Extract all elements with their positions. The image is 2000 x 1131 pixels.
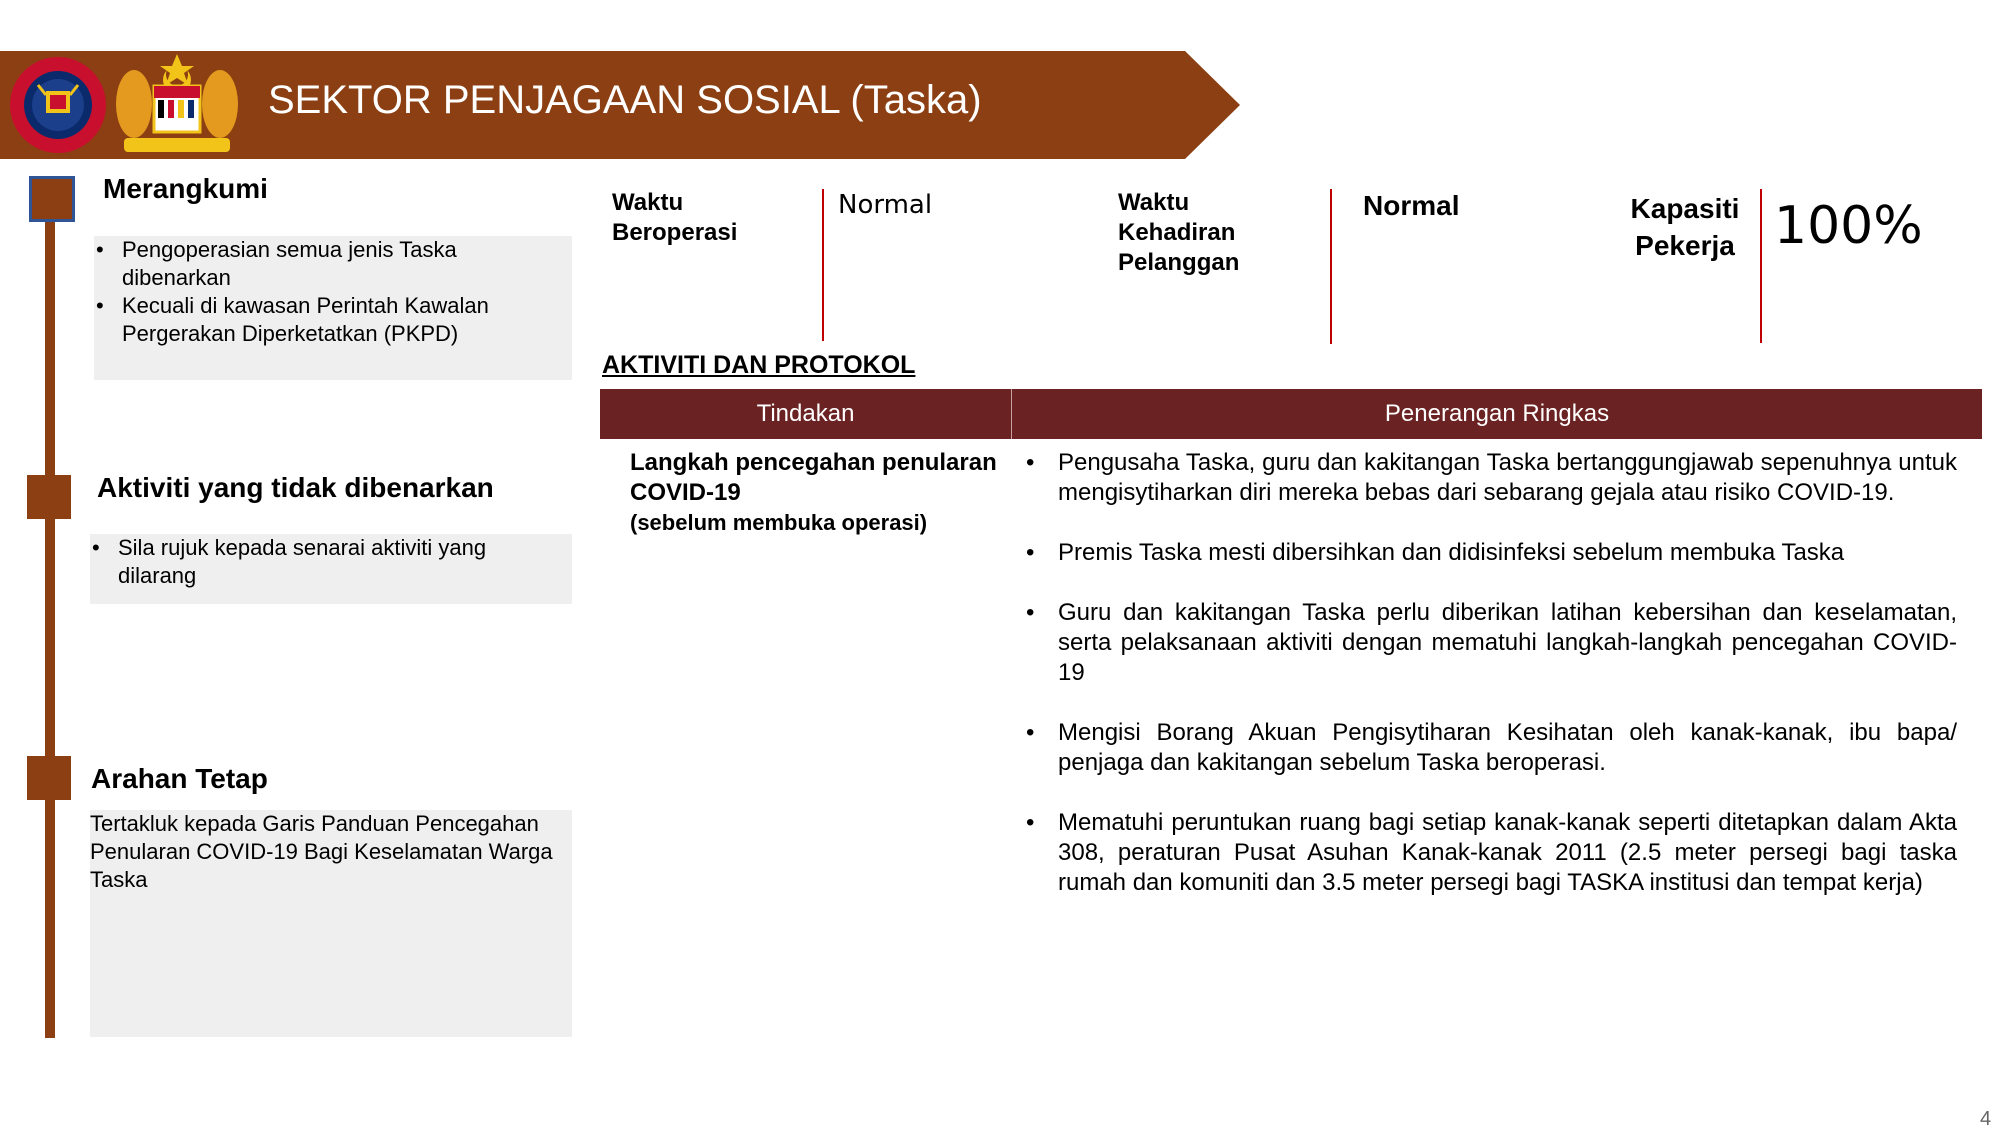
merangkumi-title: Merangkumi [103, 173, 268, 204]
arahan-tetap-text: Tertakluk kepada Garis Panduan Pencegahan Penularan COVID-19 Bagi Keselamatan Warga Taska [90, 811, 553, 892]
waktu-beroperasi-value: Normal [838, 190, 933, 220]
waktu-kehadiran-value: Normal [1363, 190, 1460, 221]
divider-line [822, 189, 824, 341]
header-penerangan: Penerangan Ringkas [1384, 400, 1610, 427]
aktiviti-protokol-title: AKTIVITI DAN PROTOKOL [602, 351, 916, 379]
list-item: • Guru dan kakitangan Taska perlu diberikan latihan kebersihan dan keselamatan, serta pelaksanaan aktiviti dengan mematuhi langkah-langkah pencegahan COVID-19 [1022, 598, 1957, 688]
list-item: • Pengoperasian semua jenis Taska dibenarkan [94, 236, 534, 292]
header-tindakan: Tindakan [756, 400, 855, 427]
divider-line [1760, 189, 1762, 343]
list-item: • Mengisi Borang Akuan Pengisytiharan Kesihatan oleh kanak-kanak, ibu bapa/ penjaga dan kakitangan sebelum Taska beroperasi. [1022, 718, 1957, 778]
list-item: • Kecuali di kawasan Perintah Kawalan Pergerakan Diperketatkan (PKPD) [94, 292, 534, 348]
list-item: • Pengusaha Taska, guru dan kakitangan Taska bertanggungjawab sepenuhnya untuk mengisytiharkan diri mereka bebas dari sebarang gejala atau risiko COVID-19. [1022, 448, 1957, 508]
waktu-beroperasi-label: Waktu Beroperasi [612, 189, 738, 246]
arahan-tetap-title: Arahan Tetap [91, 763, 268, 794]
page-title: SEKTOR PENJAGAAN SOSIAL (Taska) [268, 78, 982, 122]
coat-of-arms-logo [112, 52, 242, 156]
waktu-kehadiran-label: Waktu Kehadiran Pelanggan [1118, 189, 1240, 276]
merangkumi-box [94, 236, 572, 380]
action-cell [630, 448, 1010, 538]
tidak-dibenarkan-list [90, 534, 530, 590]
tidak-dibenarkan-title: Aktiviti yang tidak dibenarkan [97, 472, 494, 503]
action-sub: (sebelum membuka operasi) [630, 510, 928, 535]
tidak-dibenarkan-box [90, 534, 572, 604]
kapasiti-label: Kapasiti Pekerja [1630, 193, 1740, 261]
list-item: • Mematuhi peruntukan ruang bagi setiap kanak-kanak seperti ditetapkan dalam Akta 308, peraturan Pusat Asuhan Kanak-kanak 2011 (2.5 meter persegi bagi taska rumah dan komuniti dan 3.5 meter persegi bagi TASKA institusi dan tempat kerja) [1022, 808, 1957, 898]
timeline-node-merangkumi [29, 176, 75, 222]
merangkumi-list [94, 236, 534, 348]
timeline-node-arahan-tetap [27, 756, 71, 800]
kapasiti-value: 100% [1774, 196, 1923, 256]
list-item: • Premis Taska mesti dibersihkan dan didisinfeksi sebelum membuka Taska [1022, 538, 1957, 568]
description-list [1022, 448, 1957, 928]
page-number: 4 [1980, 1108, 1992, 1130]
divider-line [1330, 189, 1332, 344]
arahan-tetap-box [90, 810, 572, 1037]
action-main: Langkah pencegahan penularan COVID-19 [630, 449, 997, 506]
table-header [600, 389, 1982, 439]
nsc-logo [8, 55, 108, 155]
timeline-line [45, 200, 55, 1038]
timeline-node-tidak-dibenarkan [27, 475, 71, 519]
list-item: • Sila rujuk kepada senarai aktiviti yang dilarang [90, 534, 530, 590]
